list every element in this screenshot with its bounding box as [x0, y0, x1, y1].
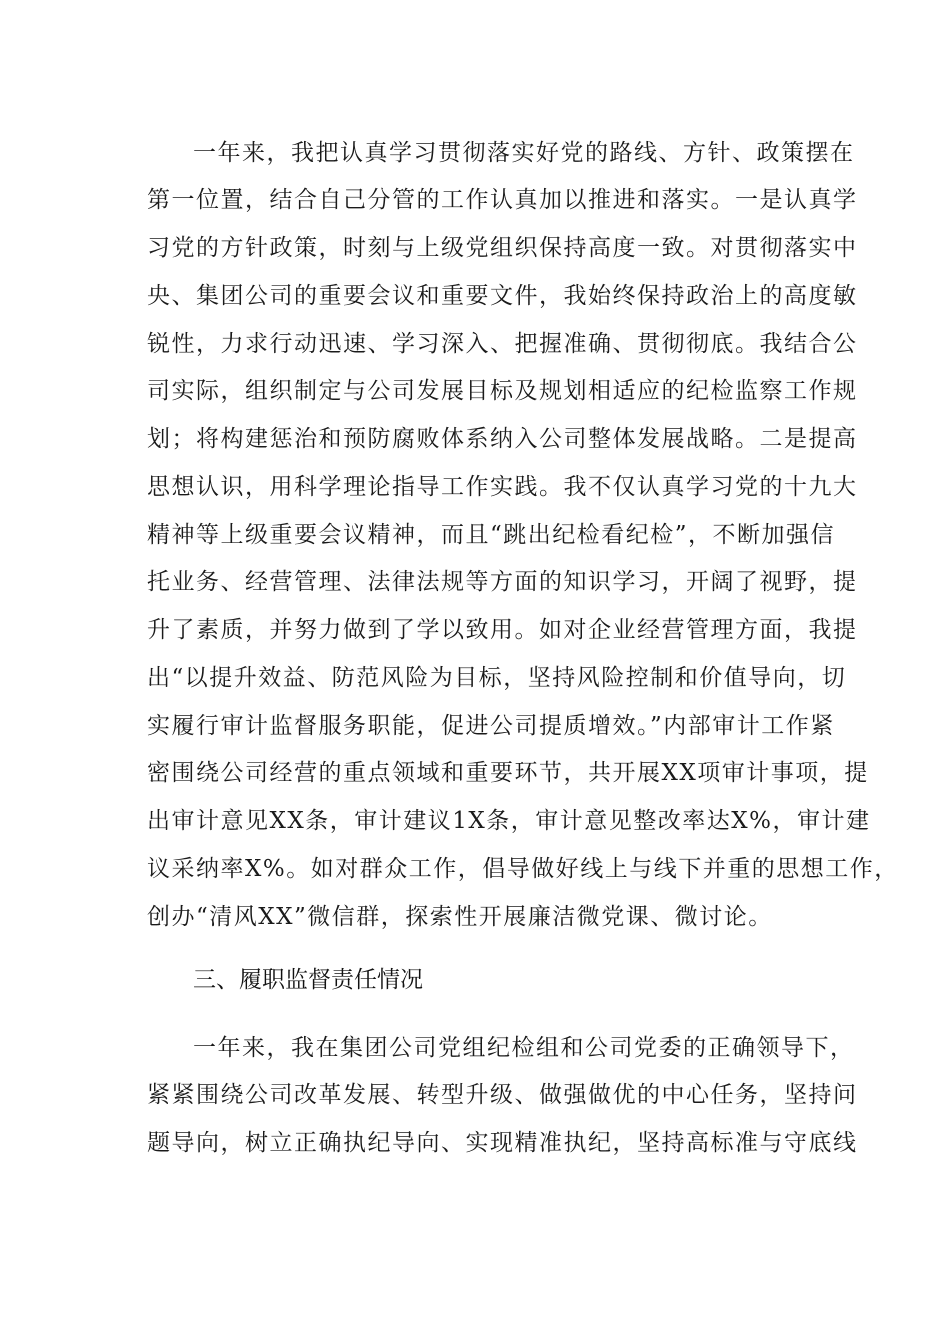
text-line: 央、集团公司的重要会议和重要文件，我始终保持政治上的高度敏 — [147, 283, 858, 309]
text-line: 一年来，我把认真学习贯彻落实好党的路线、方针、政策摆在 — [193, 140, 855, 166]
text-line: 紧紧围绕公司改革发展、转型升级、做强做优的中心任务，坚持问 — [147, 1082, 858, 1108]
text-line: 密围绕公司经营的重点领域和重要环节，共开展XX项审计事项，提 — [147, 760, 869, 786]
text-line: 题导向，树立正确执纪导向、实现精准执纪，坚持高标准与守底线 — [147, 1130, 858, 1156]
text-line: 议采纳率X%。如对群众工作，倡导做好线上与线下并重的思想工作， — [147, 856, 899, 882]
text-line: 司实际，组织制定与公司发展目标及规划相适应的纪检监察工作规 — [147, 378, 858, 404]
text-line: 习党的方针政策，时刻与上级党组织保持高度一致。对贯彻落实中 — [147, 235, 858, 261]
text-line: 一年来，我在集团公司党组纪检组和公司党委的正确领导下， — [193, 1035, 855, 1061]
text-line: 托业务、经营管理、法律法规等方面的知识学习，开阔了视野，提 — [147, 569, 858, 595]
text-line: 第一位置，结合自己分管的工作认真加以推进和落实。一是认真学 — [147, 187, 858, 213]
text-line: 创办“清风XX”微信群，探索性开展廉洁微党课、微讨论。 — [147, 904, 773, 930]
text-line: 精神等上级重要会议精神，而且“跳出纪检看纪检”，不断加强信 — [147, 522, 836, 548]
text-line: 出“以提升效益、防范风险为目标，坚持风险控制和价值导向，切 — [147, 665, 847, 691]
text-line: 思想认识，用科学理论指导工作实践。我不仅认真学习党的十九大 — [147, 474, 858, 500]
text-line: 出审计意见XX条，审计建议1X条，审计意见整改率达X%，审计建 — [147, 808, 871, 834]
text-line: 划；将构建惩治和预防腐败体系纳入公司整体发展战略。二是提高 — [147, 426, 858, 452]
section-heading: 三、履职监督责任情况 — [193, 967, 423, 993]
text-line: 实履行审计监督服务职能，促进公司提质增效。”内部审计工作紧 — [147, 713, 835, 739]
text-line: 锐性，力求行动迅速、学习深入、把握准确、贯彻彻底。我结合公 — [147, 331, 858, 357]
text-line: 升了素质，并努力做到了学以致用。如对企业经营管理方面，我提 — [147, 617, 858, 643]
